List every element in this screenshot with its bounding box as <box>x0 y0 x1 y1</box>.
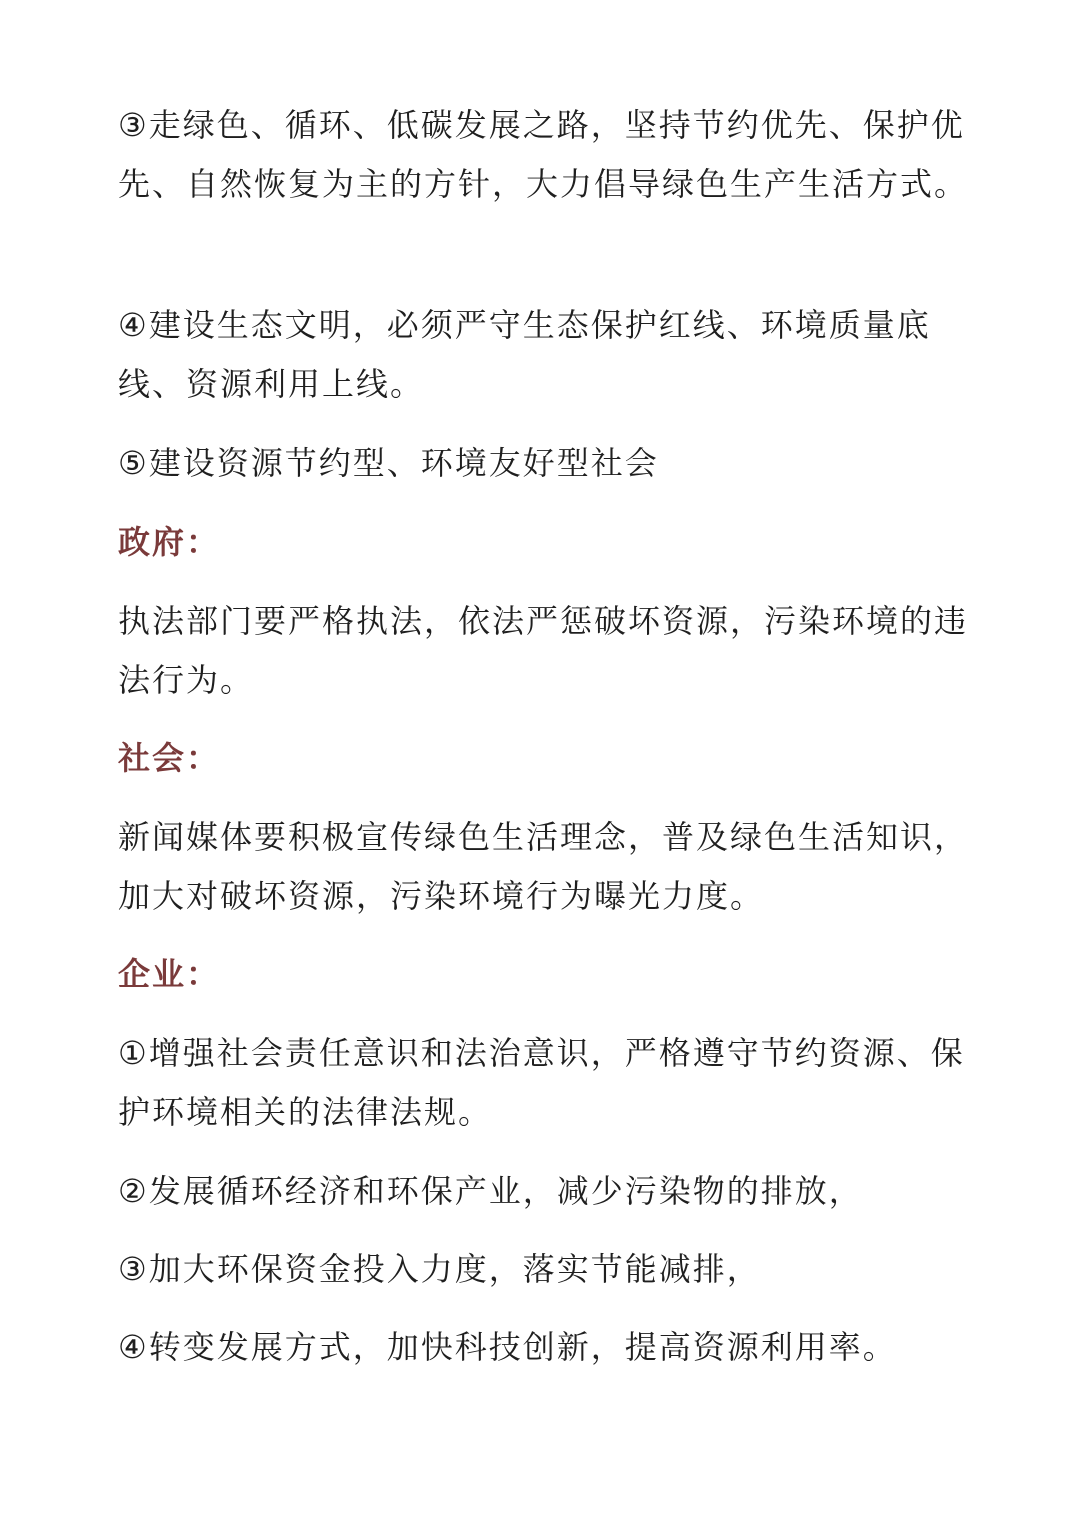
heading-society: 社会： <box>118 739 221 777</box>
paragraph-enterprise-circular-economy: ②发展循环经济和环保产业，减少污染物的排放， <box>118 1172 863 1210</box>
heading-enterprise: 企业： <box>118 955 221 993</box>
paragraph-government: 执法部门要严格执法，依法严惩破坏资源，污染环境的违法行为。 <box>118 602 969 699</box>
paragraph-ecological-civilization: ④建设生态文明，必须严守生态保护红线、环境质量底线、资源利用上线。 <box>118 306 931 403</box>
paragraph-society: 新闻媒体要积极宣传绿色生活理念，普及绿色生活知识，加大对破坏资源，污染环境行为曝光力度。 <box>118 818 969 915</box>
paragraph-enterprise-investment: ③加大环保资金投入力度，落实节能减排， <box>118 1250 761 1288</box>
paragraph-enterprise-responsibility: ①增强社会责任意识和法治意识，严格遵守节约资源、保护环境相关的法律法规。 <box>118 1034 965 1131</box>
paragraph-green-development: ③走绿色、循环、低碳发展之路，坚持节约优先、保护优先、自然恢复为主的方针，大力倡导绿色生产生活方式。 <box>118 106 969 203</box>
paragraph-enterprise-innovation: ④转变发展方式，加快科技创新，提高资源利用率。 <box>118 1328 897 1366</box>
paragraph-resource-saving-society: ⑤建设资源节约型、环境友好型社会 <box>118 444 659 482</box>
heading-government: 政府： <box>118 523 221 561</box>
